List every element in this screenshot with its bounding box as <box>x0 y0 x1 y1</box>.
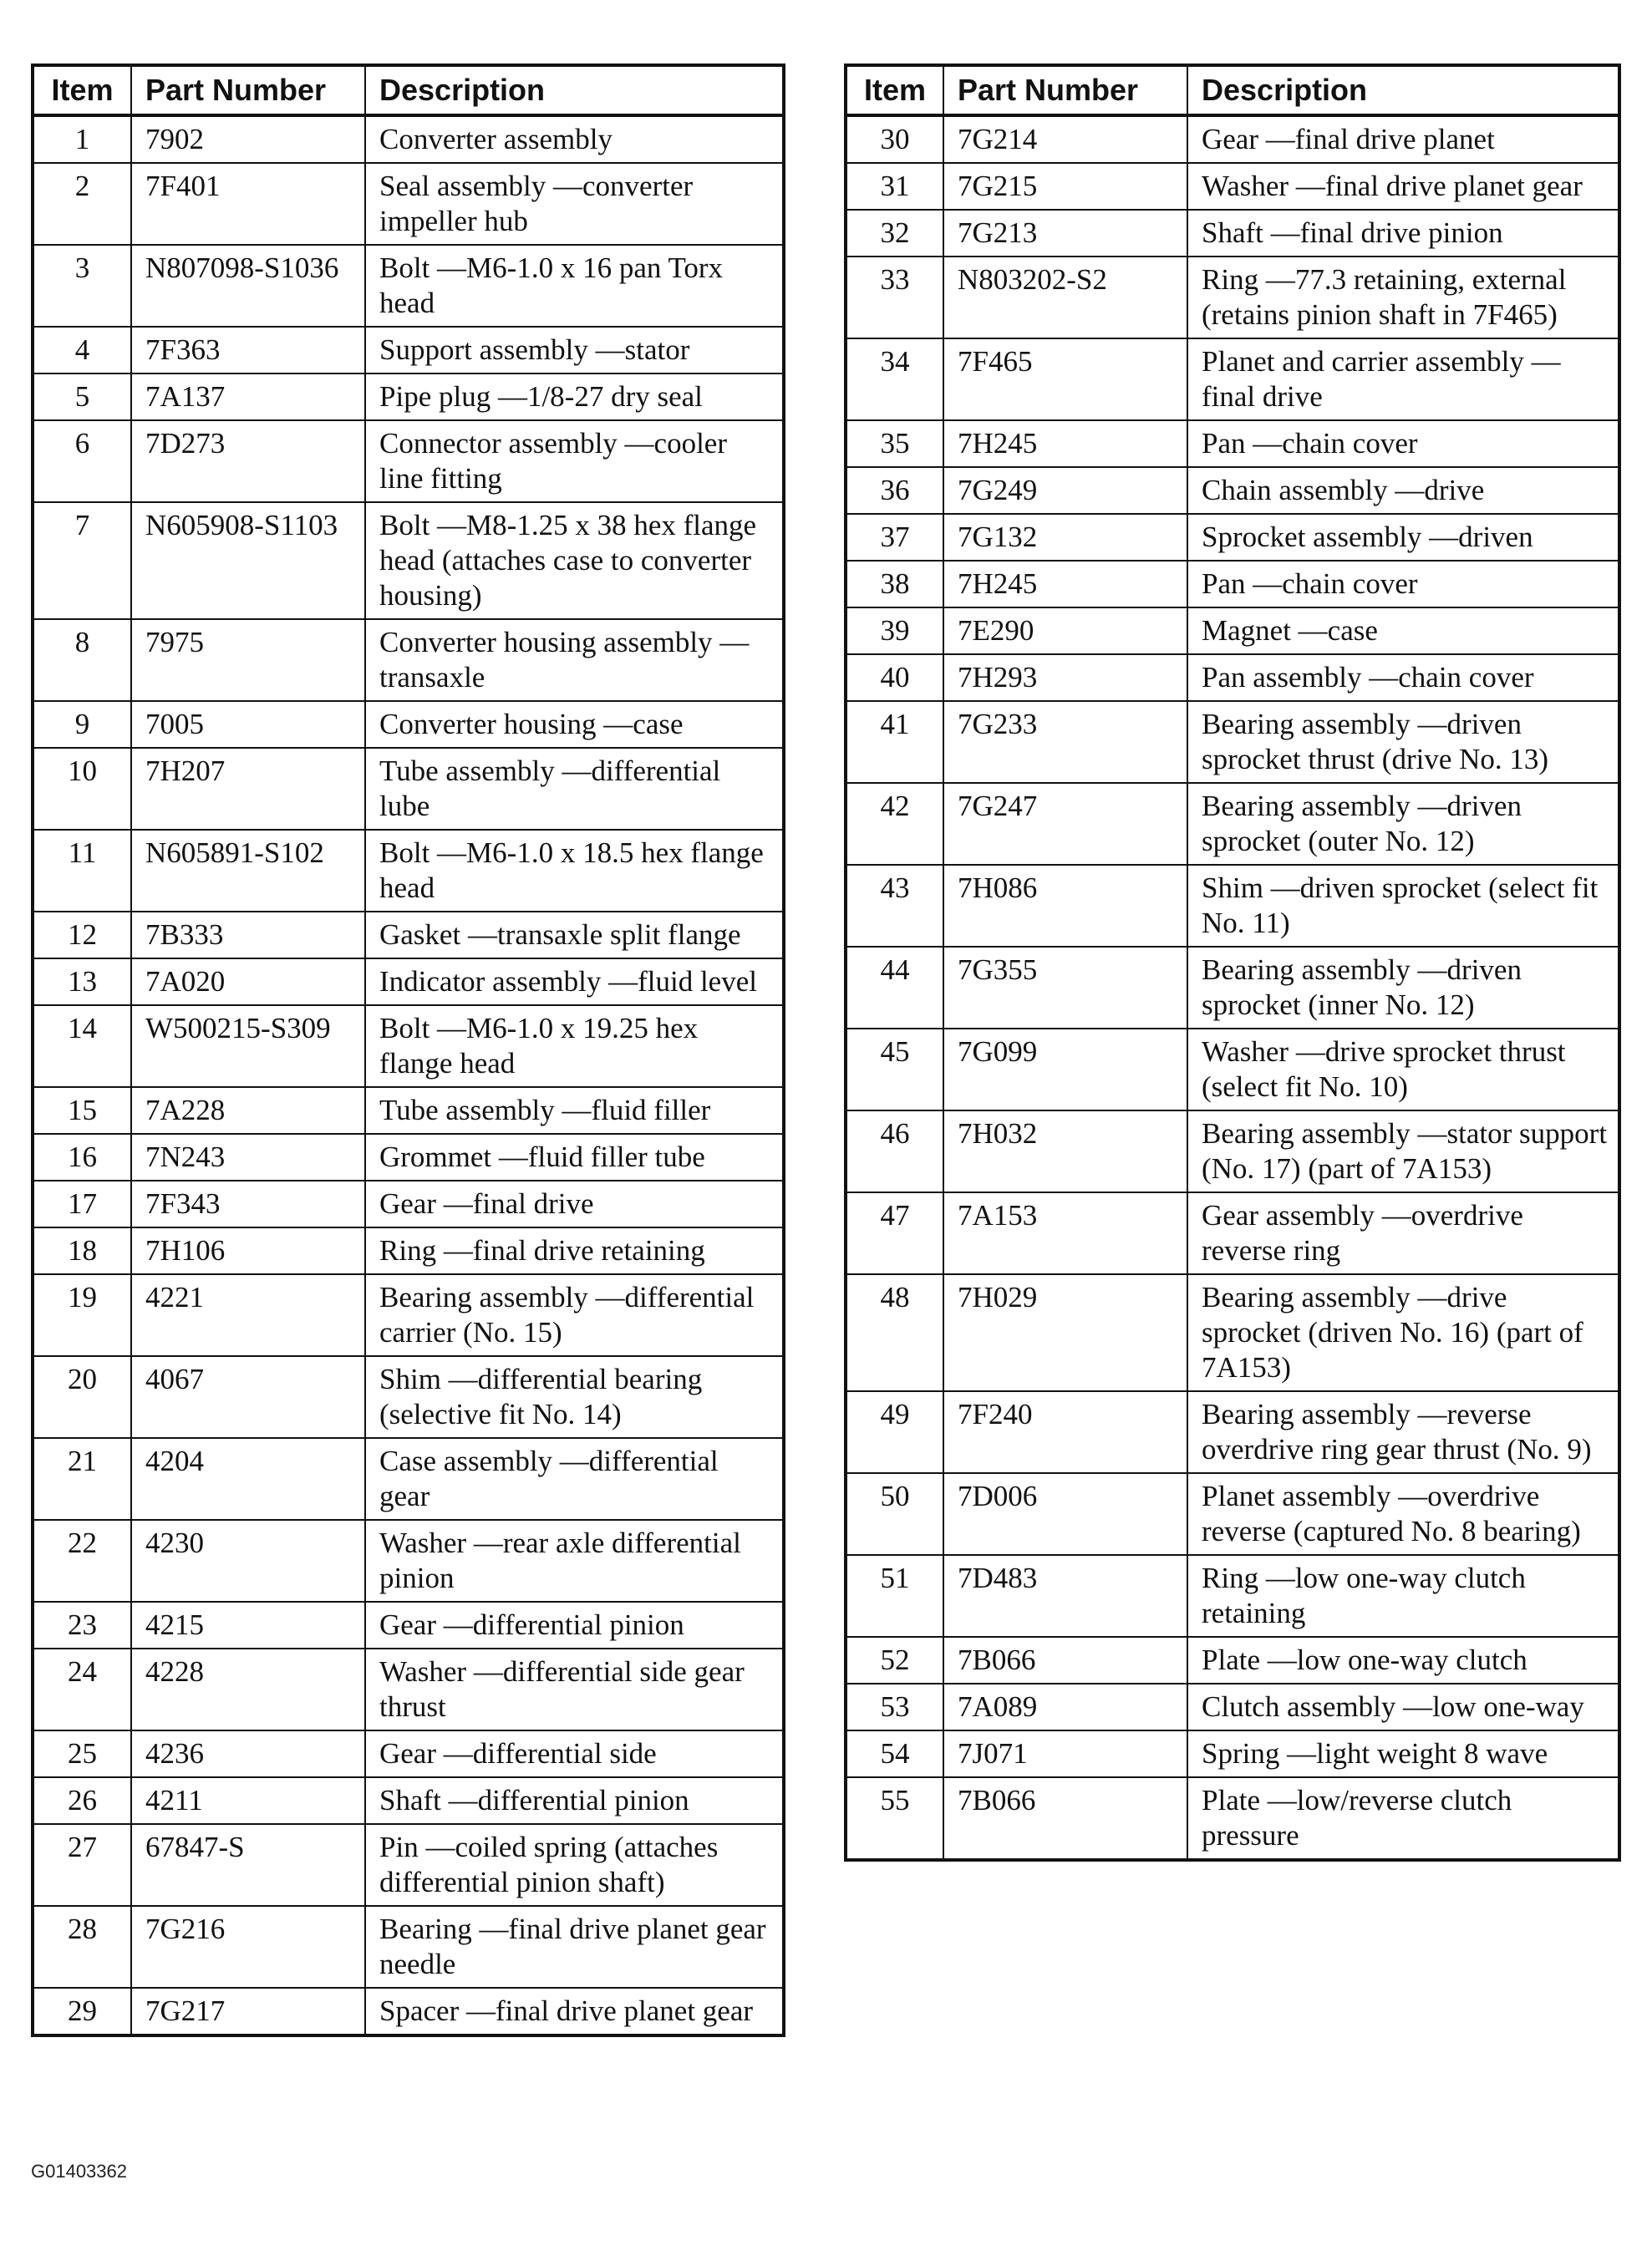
table-row <box>846 1192 1619 1274</box>
part-number-cell: 7A228 <box>131 1087 365 1134</box>
description-cell: Bearing —final drive planet gear needle <box>365 1906 784 1988</box>
item-cell: 49 <box>846 1391 943 1473</box>
part-number-cell: 4211 <box>131 1777 365 1824</box>
table-row <box>846 783 1619 865</box>
table-row <box>846 1555 1619 1637</box>
description-cell: Magnet —case <box>1187 607 1619 654</box>
part-number-cell: 67847-S <box>131 1824 365 1906</box>
part-number-cell: 7G215 <box>943 163 1187 210</box>
part-number-cell: 7975 <box>131 619 365 701</box>
description-cell: Support assembly —stator <box>365 327 784 373</box>
table-row <box>33 748 784 830</box>
item-cell: 3 <box>33 245 131 327</box>
description-cell: Bolt —M8-1.25 x 38 hex flange head (attaches case to converter housing) <box>365 502 784 619</box>
item-cell: 41 <box>846 701 943 783</box>
table-row <box>33 1005 784 1087</box>
item-cell: 46 <box>846 1110 943 1192</box>
table-row <box>33 1227 784 1274</box>
part-number-cell: 7B066 <box>943 1637 1187 1684</box>
part-number-cell: 7H086 <box>943 865 1187 947</box>
part-number-cell: 7F401 <box>131 163 365 245</box>
description-cell: Grommet —fluid filler tube <box>365 1134 784 1181</box>
part-number-cell: 7G249 <box>943 467 1187 514</box>
table-row <box>846 654 1619 701</box>
item-cell: 38 <box>846 561 943 607</box>
description-cell: Gear assembly —overdrive reverse ring <box>1187 1192 1619 1274</box>
description-cell: Bearing assembly —drive sprocket (driven No. 16) (part of 7A153) <box>1187 1274 1619 1391</box>
item-cell: 40 <box>846 654 943 701</box>
table-row <box>33 830 784 912</box>
part-number-cell: 7E290 <box>943 607 1187 654</box>
table-row <box>846 607 1619 654</box>
table-row <box>33 1274 784 1356</box>
item-cell: 54 <box>846 1730 943 1777</box>
part-number-cell: 7H245 <box>943 561 1187 607</box>
description-cell: Spring —light weight 8 wave <box>1187 1730 1619 1777</box>
item-cell: 27 <box>33 1824 131 1906</box>
column-header-part-number: Part Number <box>943 65 1187 115</box>
description-cell: Washer —final drive planet gear <box>1187 163 1619 210</box>
item-cell: 10 <box>33 748 131 830</box>
table-row <box>33 1777 784 1824</box>
description-cell: Connector assembly —cooler line fitting <box>365 420 784 502</box>
table-row <box>846 257 1619 338</box>
item-cell: 37 <box>846 514 943 561</box>
description-cell: Gasket —transaxle split flange <box>365 912 784 958</box>
description-cell: Converter housing —case <box>365 701 784 748</box>
part-number-cell: 7H106 <box>131 1227 365 1274</box>
column-header-item: Item <box>33 65 131 115</box>
table-row <box>33 1438 784 1520</box>
item-cell: 18 <box>33 1227 131 1274</box>
description-cell: Sprocket assembly —driven <box>1187 514 1619 561</box>
description-cell: Tube assembly —fluid filler <box>365 1087 784 1134</box>
table-row <box>33 1602 784 1649</box>
part-number-cell: 4228 <box>131 1649 365 1730</box>
item-cell: 7 <box>33 502 131 619</box>
description-cell: Pipe plug —1/8-27 dry seal <box>365 373 784 420</box>
part-number-cell: 7D273 <box>131 420 365 502</box>
part-number-cell: W500215-S309 <box>131 1005 365 1087</box>
part-number-cell: 4215 <box>131 1602 365 1649</box>
description-cell: Plate —low/reverse clutch pressure <box>1187 1777 1619 1860</box>
item-cell: 13 <box>33 958 131 1005</box>
table-row <box>846 163 1619 210</box>
table-row <box>33 1824 784 1906</box>
item-cell: 21 <box>33 1438 131 1520</box>
table-row <box>33 1087 784 1134</box>
description-cell: Shim —driven sprocket (select fit No. 11) <box>1187 865 1619 947</box>
table-row <box>33 502 784 619</box>
item-cell: 4 <box>33 327 131 373</box>
description-cell: Bolt —M6-1.0 x 19.25 hex flange head <box>365 1005 784 1087</box>
description-cell: Converter assembly <box>365 115 784 163</box>
item-cell: 26 <box>33 1777 131 1824</box>
item-cell: 23 <box>33 1602 131 1649</box>
table-row <box>846 1110 1619 1192</box>
part-number-cell: 4067 <box>131 1356 365 1438</box>
item-cell: 11 <box>33 830 131 912</box>
table-row <box>846 1274 1619 1391</box>
item-cell: 25 <box>33 1730 131 1777</box>
table-body-left <box>33 115 784 2035</box>
table-row <box>33 1134 784 1181</box>
table-row <box>33 327 784 373</box>
table-row <box>33 373 784 420</box>
description-cell: Ring —77.3 retaining, external (retains pinion shaft in 7F465) <box>1187 257 1619 338</box>
part-number-cell: 7A137 <box>131 373 365 420</box>
table-row <box>33 912 784 958</box>
item-cell: 29 <box>33 1988 131 2035</box>
table-row <box>846 1391 1619 1473</box>
column-header-part-number: Part Number <box>131 65 365 115</box>
item-cell: 17 <box>33 1181 131 1227</box>
part-number-cell: N803202-S2 <box>943 257 1187 338</box>
part-number-cell: 7H245 <box>943 420 1187 467</box>
column-header-item: Item <box>846 65 943 115</box>
part-number-cell: 7005 <box>131 701 365 748</box>
parts-table-right <box>844 64 1621 1862</box>
description-cell: Clutch assembly —low one-way <box>1187 1684 1619 1730</box>
description-cell: Converter housing assembly —transaxle <box>365 619 784 701</box>
table-row <box>846 514 1619 561</box>
part-number-cell: 4230 <box>131 1520 365 1602</box>
table-row <box>846 210 1619 257</box>
table-row <box>33 1730 784 1777</box>
item-cell: 53 <box>846 1684 943 1730</box>
part-number-cell: 7A153 <box>943 1192 1187 1274</box>
item-cell: 12 <box>33 912 131 958</box>
description-cell: Planet and carrier assembly —final drive <box>1187 338 1619 420</box>
description-cell: Chain assembly —drive <box>1187 467 1619 514</box>
description-cell: Shaft —final drive pinion <box>1187 210 1619 257</box>
part-number-cell: 7G355 <box>943 947 1187 1029</box>
description-cell: Seal assembly —converter impeller hub <box>365 163 784 245</box>
part-number-cell: 7G233 <box>943 701 1187 783</box>
description-cell: Spacer —final drive planet gear <box>365 1988 784 2035</box>
item-cell: 52 <box>846 1637 943 1684</box>
part-number-cell: 7D483 <box>943 1555 1187 1637</box>
description-cell: Bearing assembly —differential carrier (No. 15) <box>365 1274 784 1356</box>
part-number-cell: 7A020 <box>131 958 365 1005</box>
part-number-cell: 7G216 <box>131 1906 365 1988</box>
table-row <box>846 115 1619 163</box>
item-cell: 20 <box>33 1356 131 1438</box>
description-cell: Bearing assembly —driven sprocket (inner No. 12) <box>1187 947 1619 1029</box>
column-header-description: Description <box>1187 65 1619 115</box>
table-row <box>846 467 1619 514</box>
table-row <box>846 1730 1619 1777</box>
table-row <box>846 1684 1619 1730</box>
part-number-cell: 7J071 <box>943 1730 1187 1777</box>
description-cell: Indicator assembly —fluid level <box>365 958 784 1005</box>
description-cell: Shim —differential bearing (selective fit No. 14) <box>365 1356 784 1438</box>
table-row <box>846 865 1619 947</box>
item-cell: 44 <box>846 947 943 1029</box>
item-cell: 39 <box>846 607 943 654</box>
table-row <box>33 245 784 327</box>
table-row <box>33 420 784 502</box>
item-cell: 32 <box>846 210 943 257</box>
description-cell: Bearing assembly —reverse overdrive ring gear thrust (No. 9) <box>1187 1391 1619 1473</box>
table-row <box>846 1029 1619 1110</box>
description-cell: Bolt —M6-1.0 x 16 pan Torx head <box>365 245 784 327</box>
table-row <box>33 958 784 1005</box>
description-cell: Bearing assembly —stator support (No. 17) (part of 7A153) <box>1187 1110 1619 1192</box>
item-cell: 48 <box>846 1274 943 1391</box>
item-cell: 31 <box>846 163 943 210</box>
table-row <box>33 1520 784 1602</box>
part-number-cell: 7H207 <box>131 748 365 830</box>
table-row <box>33 619 784 701</box>
table-row <box>846 1637 1619 1684</box>
table-row <box>846 1777 1619 1860</box>
column-header-description: Description <box>365 65 784 115</box>
description-cell: Pan —chain cover <box>1187 561 1619 607</box>
item-cell: 5 <box>33 373 131 420</box>
table-row <box>33 115 784 163</box>
table-row <box>33 163 784 245</box>
item-cell: 24 <box>33 1649 131 1730</box>
table-row <box>846 1473 1619 1555</box>
item-cell: 47 <box>846 1192 943 1274</box>
item-cell: 8 <box>33 619 131 701</box>
description-cell: Bolt —M6-1.0 x 18.5 hex flange head <box>365 830 784 912</box>
table-row <box>33 1906 784 1988</box>
table-body-right <box>846 115 1619 1860</box>
description-cell: Pan —chain cover <box>1187 420 1619 467</box>
item-cell: 28 <box>33 1906 131 1988</box>
table-row <box>846 561 1619 607</box>
description-cell: Washer —rear axle differential pinion <box>365 1520 784 1602</box>
description-cell: Plate —low one-way clutch <box>1187 1637 1619 1684</box>
item-cell: 51 <box>846 1555 943 1637</box>
part-number-cell: 7F465 <box>943 338 1187 420</box>
item-cell: 43 <box>846 865 943 947</box>
item-cell: 55 <box>846 1777 943 1860</box>
item-cell: 15 <box>33 1087 131 1134</box>
description-cell: Ring —low one-way clutch retaining <box>1187 1555 1619 1637</box>
item-cell: 14 <box>33 1005 131 1087</box>
part-number-cell: 7H293 <box>943 654 1187 701</box>
part-number-cell: 7F343 <box>131 1181 365 1227</box>
description-cell: Shaft —differential pinion <box>365 1777 784 1824</box>
description-cell: Bearing assembly —driven sprocket (outer No. 12) <box>1187 783 1619 865</box>
item-cell: 16 <box>33 1134 131 1181</box>
part-number-cell: 7G213 <box>943 210 1187 257</box>
part-number-cell: 7B333 <box>131 912 365 958</box>
item-cell: 50 <box>846 1473 943 1555</box>
description-cell: Washer —drive sprocket thrust (select fit No. 10) <box>1187 1029 1619 1110</box>
part-number-cell: N605891-S102 <box>131 830 365 912</box>
part-number-cell: 7B066 <box>943 1777 1187 1860</box>
part-number-cell: 4204 <box>131 1438 365 1520</box>
item-cell: 34 <box>846 338 943 420</box>
table-row <box>846 701 1619 783</box>
item-cell: 36 <box>846 467 943 514</box>
part-number-cell: 7N243 <box>131 1134 365 1181</box>
item-cell: 6 <box>33 420 131 502</box>
part-number-cell: 7G132 <box>943 514 1187 561</box>
item-cell: 19 <box>33 1274 131 1356</box>
table-row <box>33 1649 784 1730</box>
item-cell: 22 <box>33 1520 131 1602</box>
table-row <box>846 947 1619 1029</box>
description-cell: Washer —differential side gear thrust <box>365 1649 784 1730</box>
part-number-cell: 7902 <box>131 115 365 163</box>
part-number-cell: 7F363 <box>131 327 365 373</box>
table-row <box>33 1181 784 1227</box>
part-number-cell: 4221 <box>131 1274 365 1356</box>
figure-id: G01403362 <box>31 2161 127 2182</box>
description-cell: Ring —final drive retaining <box>365 1227 784 1274</box>
part-number-cell: 7G247 <box>943 783 1187 865</box>
table-row <box>846 338 1619 420</box>
header-row <box>33 65 784 115</box>
header-row <box>846 65 1619 115</box>
table-row <box>846 420 1619 467</box>
table-row <box>33 701 784 748</box>
item-cell: 42 <box>846 783 943 865</box>
item-cell: 35 <box>846 420 943 467</box>
item-cell: 2 <box>33 163 131 245</box>
description-cell: Gear —differential side <box>365 1730 784 1777</box>
parts-table-left <box>31 64 785 2037</box>
item-cell: 45 <box>846 1029 943 1110</box>
item-cell: 33 <box>846 257 943 338</box>
part-number-cell: 7D006 <box>943 1473 1187 1555</box>
description-cell: Pan assembly —chain cover <box>1187 654 1619 701</box>
part-number-cell: 7F240 <box>943 1391 1187 1473</box>
description-cell: Planet assembly —overdrive reverse (captured No. 8 bearing) <box>1187 1473 1619 1555</box>
description-cell: Gear —final drive planet <box>1187 115 1619 163</box>
table-row <box>33 1988 784 2035</box>
part-number-cell: 7G214 <box>943 115 1187 163</box>
description-cell: Tube assembly —differential lube <box>365 748 784 830</box>
part-number-cell: 7H032 <box>943 1110 1187 1192</box>
part-number-cell: 7G217 <box>131 1988 365 2035</box>
part-number-cell: 7A089 <box>943 1684 1187 1730</box>
description-cell: Bearing assembly —driven sprocket thrust (drive No. 13) <box>1187 701 1619 783</box>
description-cell: Case assembly —differential gear <box>365 1438 784 1520</box>
part-number-cell: 7H029 <box>943 1274 1187 1391</box>
part-number-cell: 4236 <box>131 1730 365 1777</box>
part-number-cell: 7G099 <box>943 1029 1187 1110</box>
description-cell: Gear —final drive <box>365 1181 784 1227</box>
item-cell: 9 <box>33 701 131 748</box>
part-number-cell: N605908-S1103 <box>131 502 365 619</box>
item-cell: 30 <box>846 115 943 163</box>
item-cell: 1 <box>33 115 131 163</box>
table-row <box>33 1356 784 1438</box>
description-cell: Gear —differential pinion <box>365 1602 784 1649</box>
part-number-cell: N807098-S1036 <box>131 245 365 327</box>
description-cell: Pin —coiled spring (attaches differential pinion shaft) <box>365 1824 784 1906</box>
